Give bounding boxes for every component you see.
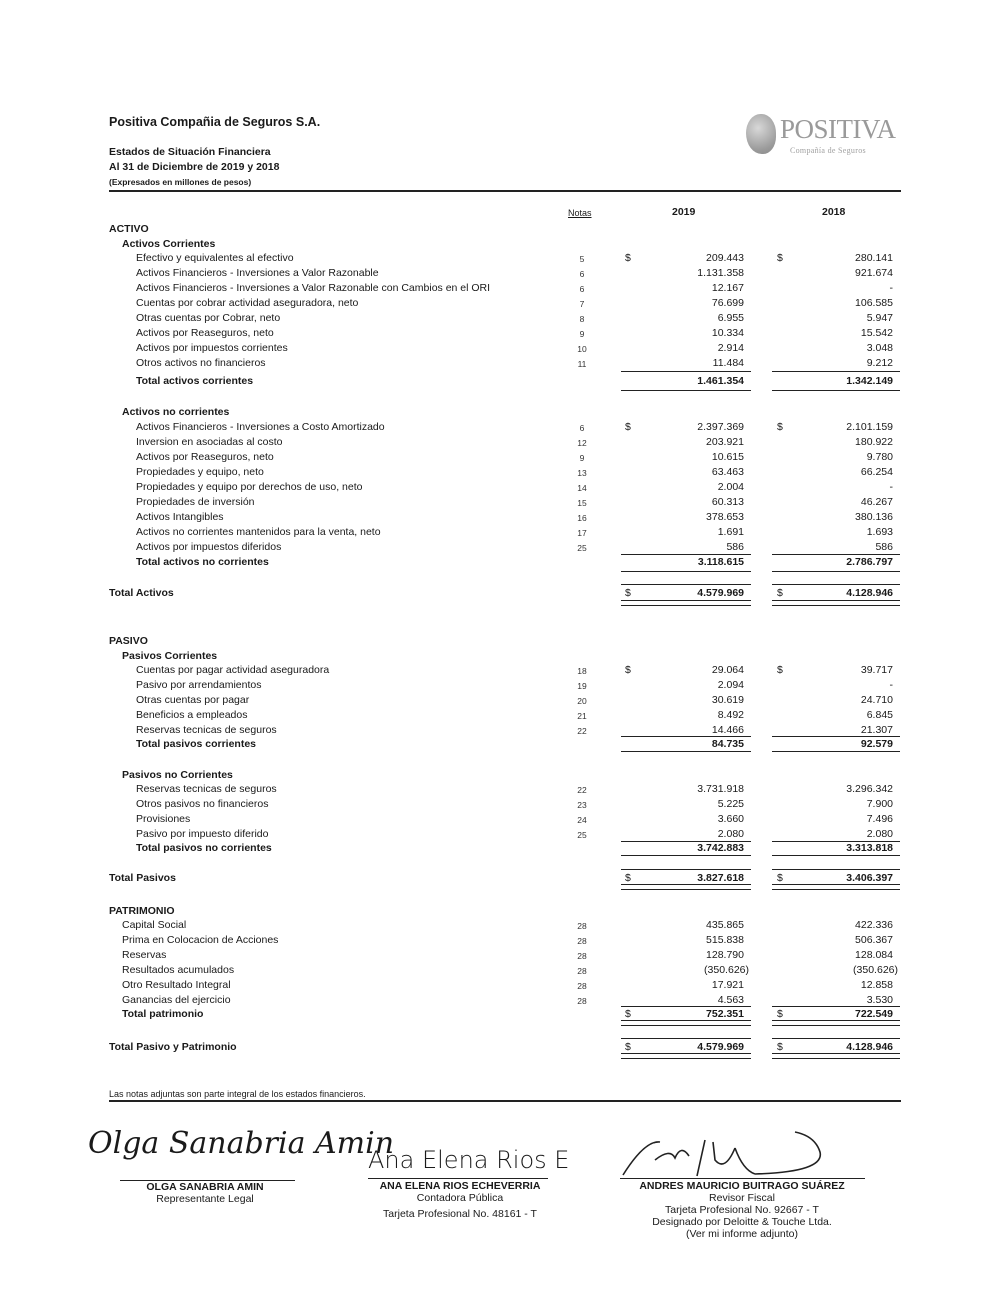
currency-symbol: $ xyxy=(625,421,631,433)
subtotal-rule xyxy=(772,1006,900,1007)
table-row xyxy=(0,934,1000,949)
subsection-heading-pasivos-corrientes xyxy=(0,650,1000,665)
signer-firm: Designado por Deloitte & Touche Ltda. xyxy=(652,1216,832,1228)
value-2019: 3.731.918 xyxy=(697,783,744,795)
double-underline xyxy=(621,1053,751,1059)
total-rule xyxy=(621,855,751,856)
row-label: Pasivo por arrendamientos xyxy=(136,679,262,691)
row-note: 22 xyxy=(577,785,587,795)
value-2019: 4.579.969 xyxy=(697,1041,744,1053)
currency-symbol: $ xyxy=(625,872,631,884)
logo-tagline: Compañía de Seguros xyxy=(790,146,866,155)
double-underline xyxy=(621,1020,751,1026)
statement-title: Estados de Situación Financiera xyxy=(109,146,271,158)
row-label: Total Pasivos xyxy=(109,872,176,884)
table-row xyxy=(0,709,1000,724)
row-note: 16 xyxy=(577,513,587,523)
currency-symbol: $ xyxy=(625,1008,631,1020)
value-2018: 128.084 xyxy=(855,949,893,961)
value-2019: 5.225 xyxy=(717,798,744,810)
signer-role: Representante Legal xyxy=(156,1193,254,1205)
value-2018: 66.254 xyxy=(860,466,893,478)
row-label: Activos por Reaseguros, neto xyxy=(136,327,274,339)
row-label: Efectivo y equivalentes al efectivo xyxy=(136,252,294,264)
value-2018: 280.141 xyxy=(855,252,893,264)
row-note: 10 xyxy=(577,344,587,354)
value-2019: 4.579.969 xyxy=(697,587,744,599)
value-2019: 752.351 xyxy=(706,1008,744,1020)
row-label: Total pasivos corrientes xyxy=(136,738,257,750)
table-row xyxy=(0,813,1000,828)
currency-symbol: $ xyxy=(625,587,631,599)
row-label: Total Pasivo y Patrimonio xyxy=(109,1041,237,1053)
positiva-logo xyxy=(746,112,906,162)
table-row xyxy=(0,451,1000,466)
row-label: Activos por impuestos corrientes xyxy=(136,342,288,354)
value-2018: 46.267 xyxy=(860,496,893,508)
section-heading-pasivo xyxy=(0,635,1000,650)
value-2019: 128.790 xyxy=(706,949,744,961)
signer-reference: (Ver mi informe adjunto) xyxy=(685,1228,799,1240)
signer-name: ANDRES MAURICIO BUITRAGO SUÁREZ xyxy=(639,1180,845,1192)
grand-total-rule xyxy=(621,869,751,870)
subsection-title: Pasivos no Corrientes xyxy=(122,769,233,781)
signature-line xyxy=(620,1178,865,1179)
currency-symbol: $ xyxy=(777,252,783,264)
value-2018: (350.626) xyxy=(853,964,898,976)
value-2019: 2.094 xyxy=(717,679,744,691)
row-label: Propiedades y equipo por derechos de uso, neto xyxy=(136,481,363,493)
row-note: 15 xyxy=(577,498,587,508)
row-note: 25 xyxy=(577,830,587,840)
total-row-activos-corrientes xyxy=(0,375,1000,390)
subtotal-rule xyxy=(621,371,751,372)
row-label: Cuentas por pagar actividad aseguradora xyxy=(136,664,330,676)
grand-total-rule xyxy=(621,584,751,585)
grand-total-rule xyxy=(772,869,900,870)
signer-card: Tarjeta Profesional No. 48161 - T xyxy=(383,1208,537,1220)
total-rule xyxy=(772,751,900,752)
value-2018: 2.101.159 xyxy=(846,421,893,433)
table-row xyxy=(0,421,1000,436)
signature-block-accountant xyxy=(355,1180,565,1220)
table-row xyxy=(0,252,1000,267)
table-row xyxy=(0,327,1000,342)
value-2019: 11.484 xyxy=(712,357,744,369)
double-underline xyxy=(772,884,900,890)
row-note: 28 xyxy=(577,951,587,961)
table-row xyxy=(0,526,1000,541)
value-2019: 84.735 xyxy=(711,738,744,750)
value-2018: 506.367 xyxy=(855,934,893,946)
value-2018: 24.710 xyxy=(860,694,893,706)
value-2019: 29.064 xyxy=(711,664,744,676)
value-2019: 76.699 xyxy=(711,297,744,309)
value-2018: 3.048 xyxy=(866,342,893,354)
value-2019: 1.131.358 xyxy=(697,267,744,279)
value-2019: 586 xyxy=(726,541,744,553)
row-note: 28 xyxy=(577,936,587,946)
signer-card: Tarjeta Profesional No. 92667 - T xyxy=(665,1204,819,1216)
value-2018: 12.858 xyxy=(860,979,893,991)
value-2018: 6.845 xyxy=(866,709,893,721)
section-heading-patrimonio xyxy=(0,905,1000,920)
value-2018: 9.212 xyxy=(866,357,893,369)
row-label: Inversion en asociadas al costo xyxy=(136,436,283,448)
header-divider xyxy=(109,190,901,192)
double-underline xyxy=(621,600,751,606)
value-2019: 3.827.618 xyxy=(697,872,744,884)
logo-wordmark: POSITIVA xyxy=(780,114,896,144)
value-2018: 3.296.342 xyxy=(846,783,893,795)
footer-divider xyxy=(109,1100,901,1102)
subsection-heading-activos-no-corrientes xyxy=(0,406,1000,421)
table-row xyxy=(0,949,1000,964)
row-label: Beneficios a empleados xyxy=(136,709,248,721)
logo-drop-icon xyxy=(746,114,776,154)
value-2018: 4.128.946 xyxy=(846,587,893,599)
value-2018: 921.674 xyxy=(855,267,893,279)
statement-date: Al 31 de Diciembre de 2019 y 2018 xyxy=(109,161,280,173)
signature-handwriting: Ana Elena Rios E xyxy=(368,1146,570,1174)
row-note: 28 xyxy=(577,981,587,991)
row-note: 28 xyxy=(577,921,587,931)
subtotal-rule xyxy=(621,1006,751,1007)
value-2018: 15.542 xyxy=(860,327,893,339)
value-2018: 422.336 xyxy=(855,919,893,931)
statement-units: (Expresados en millones de pesos) xyxy=(109,177,252,187)
value-2019: 30.619 xyxy=(711,694,744,706)
row-note: 12 xyxy=(577,438,587,448)
subtotal-rule xyxy=(621,554,751,555)
total-rule xyxy=(772,855,900,856)
row-label: Activos por impuestos diferidos xyxy=(136,541,282,553)
value-2019: 515.838 xyxy=(706,934,744,946)
value-2019: 1.691 xyxy=(717,526,744,538)
table-row xyxy=(0,964,1000,979)
value-2018: 106.585 xyxy=(855,297,893,309)
row-note: 6 xyxy=(579,269,585,279)
row-note: 23 xyxy=(577,800,587,810)
value-2019: 12.167 xyxy=(711,282,744,294)
footnote: Las notas adjuntas son parte integral de los estados financieros. xyxy=(109,1089,366,1099)
subsection-heading-activos-corrientes xyxy=(0,238,1000,253)
row-note: 19 xyxy=(577,681,587,691)
double-underline xyxy=(772,600,900,606)
currency-symbol: $ xyxy=(777,872,783,884)
double-underline xyxy=(621,884,751,890)
signer-role: Contadora Pública xyxy=(416,1192,504,1204)
table-row xyxy=(0,282,1000,297)
currency-symbol: $ xyxy=(777,1041,783,1053)
value-2018: 722.549 xyxy=(855,1008,893,1020)
value-2019: 2.080 xyxy=(717,828,744,840)
value-2019: 6.955 xyxy=(717,312,744,324)
table-row xyxy=(0,919,1000,934)
row-label: Reservas tecnicas de seguros xyxy=(136,724,277,736)
row-note: 6 xyxy=(579,423,585,433)
value-2018: 586 xyxy=(875,541,893,553)
row-note: 17 xyxy=(577,528,587,538)
row-note: 22 xyxy=(577,726,587,736)
row-label: Activos por Reaseguros, neto xyxy=(136,451,274,463)
row-label: Propiedades y equipo, neto xyxy=(136,466,264,478)
grand-total-rule xyxy=(772,1038,900,1039)
row-label: Total Activos xyxy=(109,587,174,599)
row-label: Activos Financieros - Inversiones a Costo Amortizado xyxy=(136,421,385,433)
row-label: Otros pasivos no financieros xyxy=(136,798,269,810)
value-2018: 9.780 xyxy=(866,451,893,463)
grand-total-rule xyxy=(621,1038,751,1039)
currency-symbol: $ xyxy=(777,587,783,599)
currency-symbol: $ xyxy=(625,252,631,264)
table-row xyxy=(0,496,1000,511)
signature-block-legal-rep xyxy=(110,1181,300,1205)
value-2019: 2.004 xyxy=(717,481,744,493)
signer-name: ANA ELENA RIOS ECHEVERRIA xyxy=(379,1180,541,1192)
table-row xyxy=(0,267,1000,282)
row-label: Capital Social xyxy=(122,919,187,931)
row-label: Reservas xyxy=(122,949,167,961)
value-2018: 3.313.818 xyxy=(846,842,893,854)
value-2018: 3.406.397 xyxy=(846,872,893,884)
table-row xyxy=(0,297,1000,312)
total-rule xyxy=(772,390,900,391)
row-label: Activos Intangibles xyxy=(136,511,224,523)
currency-symbol: $ xyxy=(625,1041,631,1053)
table-row xyxy=(0,342,1000,357)
value-2018: 92.579 xyxy=(860,738,893,750)
table-row xyxy=(0,511,1000,526)
value-2019: 60.313 xyxy=(711,496,744,508)
grand-total-rule xyxy=(772,584,900,585)
row-note: 6 xyxy=(579,284,585,294)
row-label: Total activos corrientes xyxy=(136,375,254,387)
signer-name: OLGA SANABRIA AMIN xyxy=(146,1181,264,1193)
row-note: 25 xyxy=(577,543,587,553)
row-label: Total pasivos no corrientes xyxy=(136,842,272,854)
value-2019: 3.118.615 xyxy=(697,556,744,568)
total-rule xyxy=(772,571,900,572)
row-note: 9 xyxy=(579,329,585,339)
value-2019: 10.615 xyxy=(711,451,744,463)
value-2019: 2.914 xyxy=(717,342,744,354)
currency-symbol: $ xyxy=(777,1008,783,1020)
currency-symbol: $ xyxy=(625,664,631,676)
subtotal-rule xyxy=(621,736,751,737)
row-label: Prima en Colocacion de Acciones xyxy=(122,934,279,946)
row-label: Total patrimonio xyxy=(122,1008,204,1020)
subsection-heading-pasivos-no-corrientes xyxy=(0,769,1000,784)
value-2019: 435.865 xyxy=(706,919,744,931)
value-2018: 2.080 xyxy=(866,828,893,840)
value-2019: 2.397.369 xyxy=(697,421,744,433)
value-2018: 380.136 xyxy=(855,511,893,523)
value-2019: 8.492 xyxy=(717,709,744,721)
table-row xyxy=(0,694,1000,709)
section-title: PASIVO xyxy=(109,635,148,647)
subtotal-rule xyxy=(772,371,900,372)
row-note: 8 xyxy=(579,314,585,324)
value-2019: 63.463 xyxy=(711,466,744,478)
currency-symbol: $ xyxy=(777,421,783,433)
column-header-notes: Notas xyxy=(568,208,592,218)
subsection-title: Activos Corrientes xyxy=(122,238,216,250)
value-2019: 203.921 xyxy=(706,436,744,448)
row-label: Reservas tecnicas de seguros xyxy=(136,783,277,795)
signature-handwriting: Olga Sanabria Amin xyxy=(88,1126,395,1161)
value-2018: 2.786.797 xyxy=(846,556,893,568)
row-label: Activos Financieros - Inversiones a Valor Razonable xyxy=(136,267,379,279)
double-underline xyxy=(772,1053,900,1059)
value-2019: 3.660 xyxy=(717,813,744,825)
table-row xyxy=(0,664,1000,679)
section-title: ACTIVO xyxy=(109,223,149,235)
value-2018: 7.900 xyxy=(866,798,893,810)
row-label: Activos no corrientes mantenidos para la venta, neto xyxy=(136,526,381,538)
row-label: Activos Financieros - Inversiones a Valor Razonable con Cambios en el ORI xyxy=(136,282,491,294)
signature-block-auditor xyxy=(612,1180,872,1240)
value-2018: 5.947 xyxy=(866,312,893,324)
value-2019: 14.466 xyxy=(711,724,744,736)
table-row xyxy=(0,798,1000,813)
total-row-activos-no-corrientes xyxy=(0,556,1000,571)
table-row xyxy=(0,466,1000,481)
double-underline xyxy=(772,1020,900,1026)
section-title: PATRIMONIO xyxy=(109,905,175,917)
row-note: 14 xyxy=(577,483,587,493)
table-row xyxy=(0,436,1000,451)
value-2018: 1.693 xyxy=(866,526,893,538)
value-2018: 39.717 xyxy=(860,664,893,676)
subsection-title: Activos no corrientes xyxy=(122,406,230,418)
total-rule xyxy=(621,751,751,752)
row-label: Provisiones xyxy=(136,813,191,825)
total-rule xyxy=(621,571,751,572)
value-2019: 3.742.883 xyxy=(697,842,744,854)
subtotal-rule xyxy=(772,736,900,737)
subsection-title: Pasivos Corrientes xyxy=(122,650,218,662)
value-2018: 1.342.149 xyxy=(846,375,893,387)
table-row xyxy=(0,312,1000,327)
value-2019: 378.653 xyxy=(706,511,744,523)
row-label: Otras cuentas por pagar xyxy=(136,694,250,706)
value-2019: 4.563 xyxy=(717,994,744,1006)
section-heading-activo xyxy=(0,223,1000,238)
signature-line xyxy=(368,1178,548,1179)
column-header-2018: 2018 xyxy=(822,206,846,218)
value-2018: - xyxy=(889,679,893,691)
value-2018: 180.922 xyxy=(855,436,893,448)
row-note: 13 xyxy=(577,468,587,478)
row-label: Otros activos no financieros xyxy=(136,357,266,369)
row-note: 28 xyxy=(577,996,587,1006)
row-label: Otras cuentas por Cobrar, neto xyxy=(136,312,281,324)
value-2019: 10.334 xyxy=(711,327,744,339)
row-label: Propiedades de inversión xyxy=(136,496,255,508)
value-2018: 21.307 xyxy=(860,724,893,736)
row-note: 9 xyxy=(579,453,585,463)
value-2018: 4.128.946 xyxy=(846,1041,893,1053)
table-row xyxy=(0,679,1000,694)
value-2019: (350.626) xyxy=(704,964,749,976)
company-name: Positiva Compañia de Seguros S.A. xyxy=(109,115,321,129)
signer-role: Revisor Fiscal xyxy=(709,1192,775,1204)
row-label: Pasivo por impuesto diferido xyxy=(136,828,269,840)
column-header-2019: 2019 xyxy=(672,206,696,218)
row-note: 5 xyxy=(579,254,585,264)
row-label: Ganancias del ejercicio xyxy=(122,994,231,1006)
row-label: Total activos no corrientes xyxy=(136,556,269,568)
row-note: 24 xyxy=(577,815,587,825)
table-row xyxy=(0,783,1000,798)
table-row xyxy=(0,979,1000,994)
value-2018: 3.530 xyxy=(866,994,893,1006)
value-2019: 17.921 xyxy=(711,979,744,991)
value-2019: 1.461.354 xyxy=(697,375,744,387)
row-label: Resultados acumulados xyxy=(122,964,235,976)
row-note: 21 xyxy=(577,711,587,721)
row-note: 7 xyxy=(579,299,585,309)
row-note: 18 xyxy=(577,666,587,676)
table-row xyxy=(0,357,1000,372)
subtotal-rule xyxy=(772,554,900,555)
row-note: 28 xyxy=(577,966,587,976)
total-rule xyxy=(621,390,751,391)
row-label: Otro Resultado Integral xyxy=(122,979,231,991)
value-2018: - xyxy=(889,282,893,294)
signature-handwriting-auditor xyxy=(615,1130,835,1180)
row-note: 20 xyxy=(577,696,587,706)
currency-symbol: $ xyxy=(777,664,783,676)
value-2018: 7.496 xyxy=(866,813,893,825)
table-row xyxy=(0,481,1000,496)
row-label: Cuentas por cobrar actividad aseguradora, neto xyxy=(136,297,359,309)
value-2019: 209.443 xyxy=(706,252,744,264)
value-2018: - xyxy=(889,481,893,493)
row-note: 11 xyxy=(577,359,587,369)
